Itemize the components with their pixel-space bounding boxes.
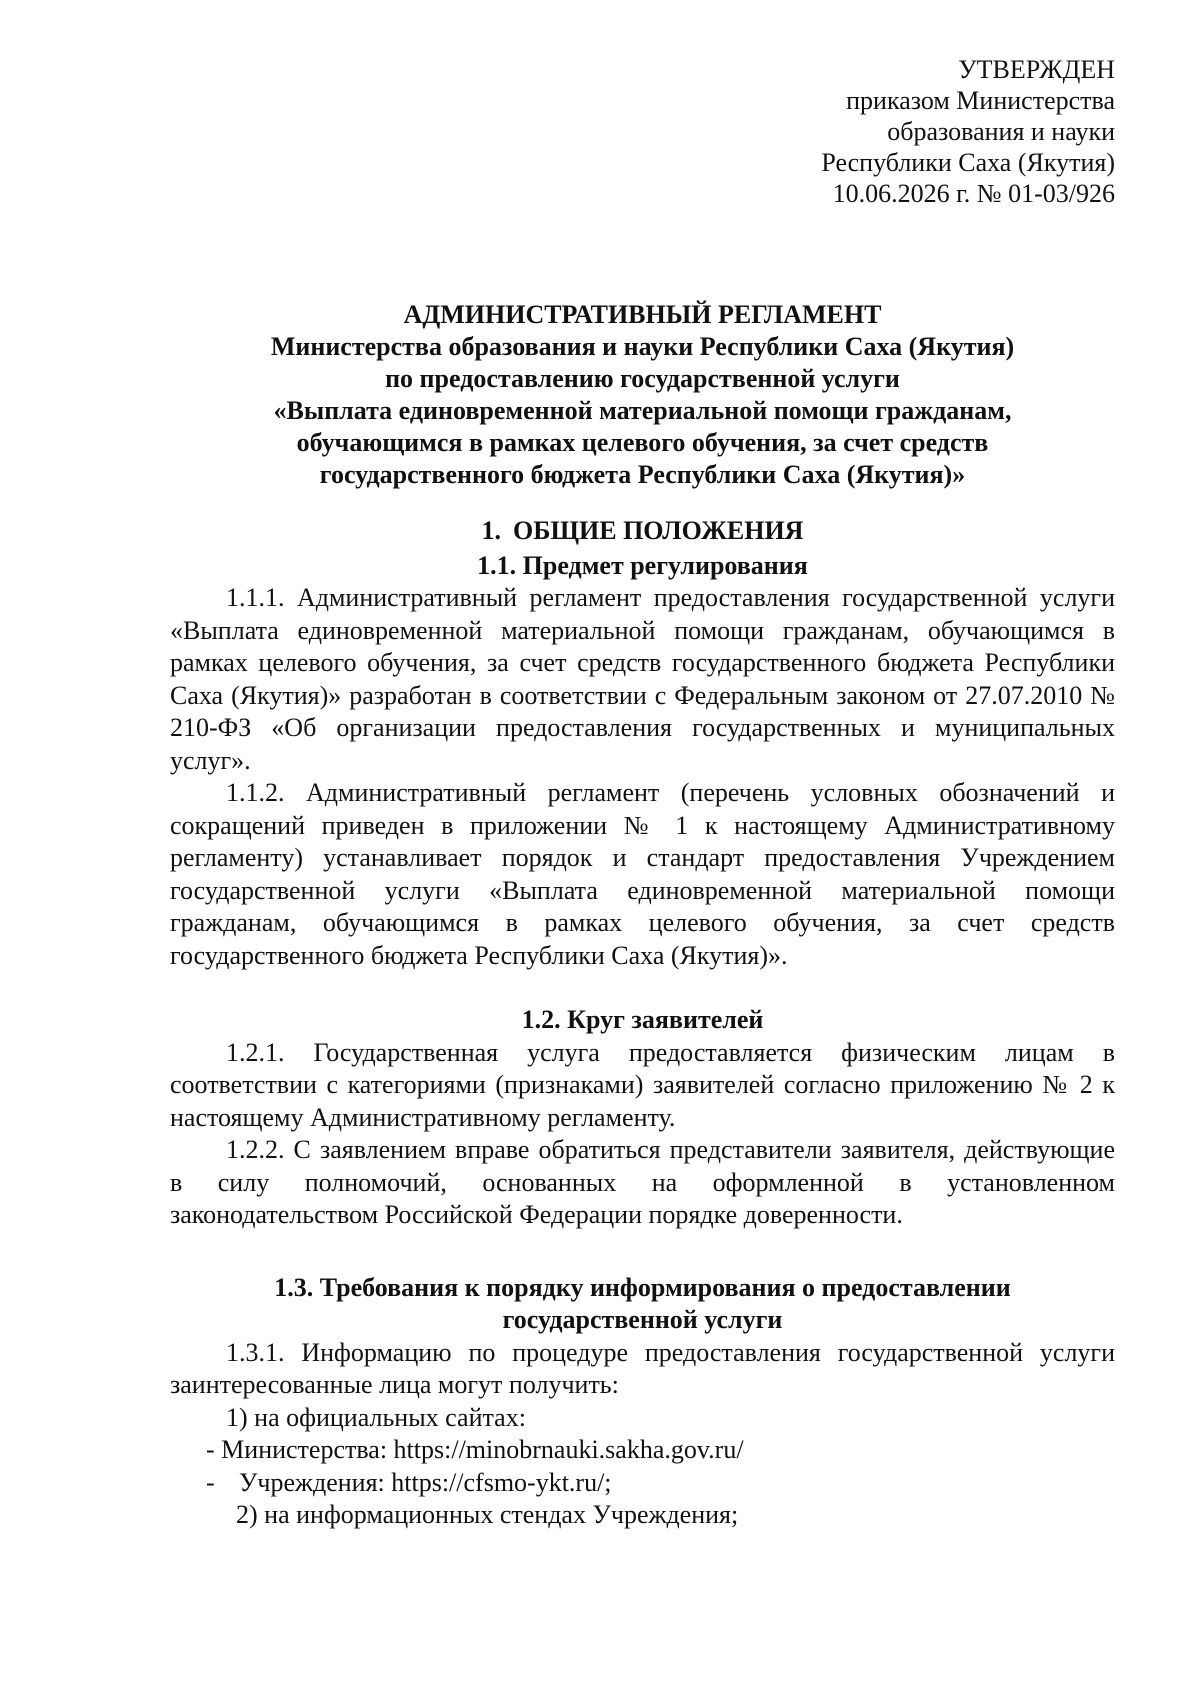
- list-item: 1) на официальных сайтах:: [226, 1402, 526, 1432]
- list-item-text: Учреждения: https://cfsmo-ykt.ru/;: [239, 1467, 612, 1497]
- title-line: обучающимся в рамках целевого обучения, за счет средств: [296, 428, 989, 457]
- document-title: [170, 299, 1115, 491]
- subsection-heading: 1.1. Предмет регулирования: [477, 550, 808, 580]
- approval-stamp: [170, 54, 1115, 209]
- list-item: 2) на информационных стендах Учреждения;: [236, 1500, 739, 1529]
- paragraph: 1.2.2. С заявлением вправе обратиться представители заявителя, действующие в силу полномочий, основанных на оформленной в установленном законодательством Российской Федерации порядке доверенности.: [170, 1135, 1115, 1229]
- section-number: 1.: [481, 516, 502, 545]
- dash-marker: -: [206, 1467, 215, 1497]
- approval-heading: УТВЕРЖДЕН: [958, 55, 1115, 84]
- paragraph: 1.2.1. Государственная услуга предоставляется физическим лицам в соответствии с категориями (признаками) заявителей согласно приложению № 2 к настоящему Административному регламенту.: [170, 1037, 1115, 1132]
- subsection-heading-line: государственной услуги: [502, 1305, 783, 1334]
- section-heading-text: ОБЩИЕ ПОЛОЖЕНИЯ: [513, 516, 804, 545]
- title-line: «Выплата единовременной материальной помощи гражданам,: [273, 396, 1012, 425]
- list-item: - Министерства: https://minobrnauki.sakha.gov.ru/: [206, 1435, 744, 1464]
- section-heading: [170, 515, 1115, 548]
- paragraph: 1.1.2. Административный регламент (перечень условных обозначений и сокращений приведен в приложении № 1 к настоящему Административному регламенту) устанавливает порядок и стандарт предоставления Учреждением государственной услуги «Выплата единовременной материальной помощи гражданам, обучающимся в рамках целевого обучения, за счет средств государственного бюджета Республики Саха (Якутия)».: [170, 778, 1115, 970]
- list-item: [170, 1467, 1115, 1500]
- title-line: по предоставлению государственной услуги: [385, 364, 900, 393]
- approval-order-line: приказом Министерства: [846, 86, 1115, 115]
- title-line: государственного бюджета Республики Саха (Якутия)»: [319, 460, 966, 489]
- approval-ministry-line: образования и науки: [887, 117, 1115, 146]
- paragraph: 1.3.1. Информацию по процедуре предоставления государственной услуги заинтересованные лица могут получить:: [170, 1337, 1115, 1399]
- approval-republic-line: Республики Саха (Якутия): [821, 148, 1115, 177]
- paragraph: 1.1.1. Административный регламент предоставления государственной услуги «Выплата единовременной материальной помощи гражданам, обучающимся в рамках целевого обучения, за счет средств государственного бюджета Республики Саха (Якутия)» разработан в соответствии с Федеральным законом от 27.07.2010 № 210-ФЗ «Об организации предоставления государственных и муниципальных услуг».: [170, 583, 1115, 775]
- title-line: АДМИНИСТРАТИВНЫЙ РЕГЛАМЕНТ: [403, 300, 882, 329]
- subsection-heading: 1.2. Круг заявителей: [521, 1005, 764, 1034]
- subsection-heading-line: 1.3. Требования к порядку информирования о предоставлении: [274, 1272, 1011, 1302]
- approval-date-number: 10.06.2026 г. № 01-03/926: [832, 179, 1115, 208]
- subsection-heading: [170, 1272, 1115, 1337]
- title-line: Министерства образования и науки Республики Саха (Якутия): [270, 332, 1015, 361]
